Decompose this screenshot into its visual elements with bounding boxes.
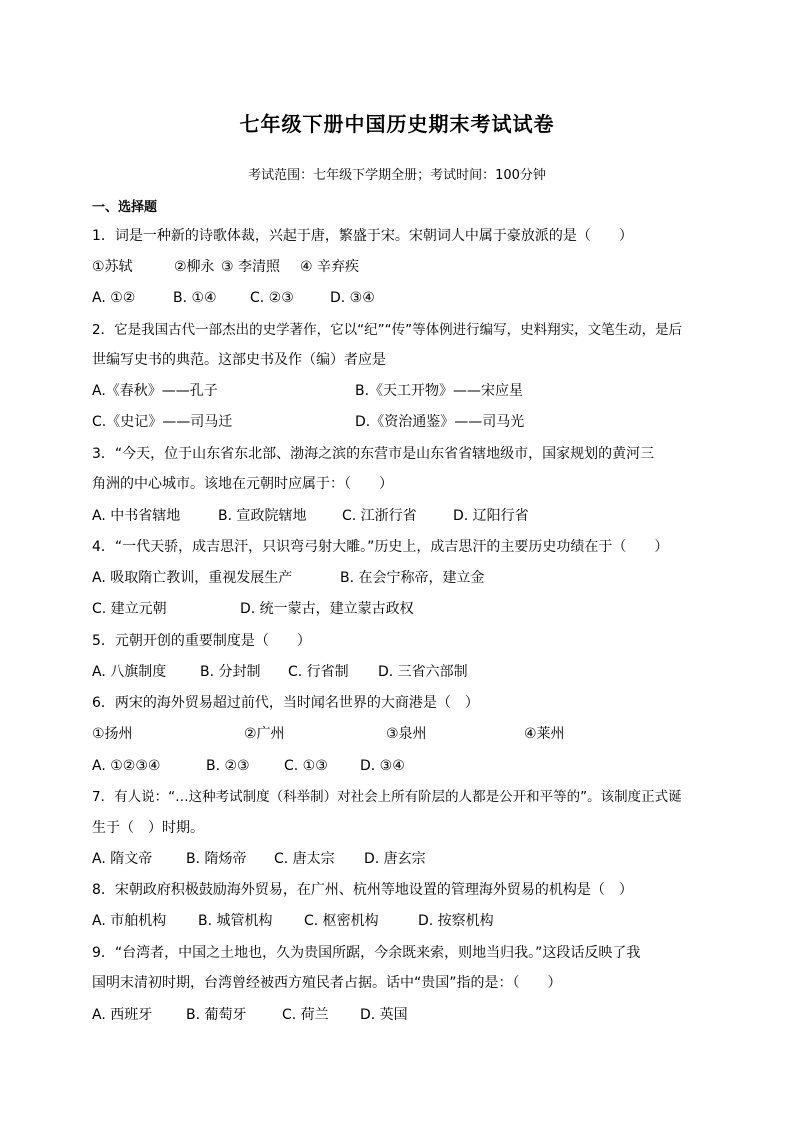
q4-option-a: A. 吸取隋亡教训，重视发展生产 (92, 570, 293, 586)
q9-option-b: B. 葡萄牙 (186, 1007, 247, 1023)
q8-option-a: A. 市舶机构 (92, 913, 167, 929)
q6-option-b: B. ②③ (206, 758, 250, 774)
q8-option-b: B. 城管机构 (198, 913, 273, 929)
q6-option-c: C. ①③ (284, 758, 328, 774)
q2-option-a: A.《春秋》——孔子 (92, 383, 218, 399)
q6-option-a: A. ①②③④ (92, 758, 161, 774)
q3-option-b: B. 宣政院辖地 (218, 508, 307, 524)
q9-option-d: D. 英国 (360, 1007, 408, 1023)
q1-option-d: D. ③④ (330, 290, 375, 306)
q6-item-1: ①扬州 (92, 726, 133, 742)
q1-item-2: ②柳永 (174, 259, 215, 275)
q2-option-b: B.《天工开物》——宋应星 (355, 383, 524, 399)
exam-info: 考试范围：七年级下学期全册；考试时间：100分钟 (248, 168, 546, 183)
question-9-stem: 9．“台湾者，中国之土地也，久为贵国所踞，今余既来索，则地当归我。”这段话反映了我 (92, 945, 641, 961)
q1-item-1: ①苏轼 (92, 259, 133, 275)
q1-option-a: A. ①② (92, 290, 136, 306)
q4-option-d: D. 统一蒙古，建立蒙古政权 (240, 601, 414, 617)
q7-option-c: C. 唐太宗 (274, 851, 335, 867)
question-3-stem-cont: 角洲的中心城市。该地在元朝时应属于：（ ） (92, 476, 393, 492)
q5-option-d: D. 三省六部制 (378, 664, 468, 680)
q7-option-b: B. 隋炀帝 (186, 851, 247, 867)
q4-option-c: C. 建立元朝 (92, 601, 167, 617)
q9-option-a: A. 西班牙 (92, 1007, 153, 1023)
question-6-stem: 6．两宋的海外贸易超过前代，当时闻名世界的大商港是（ ） (92, 695, 479, 711)
q6-item-2: ②广州 (244, 726, 285, 742)
question-9-stem-cont: 国明末清初时期，台湾曾经被西方殖民者占据。话中“贵国”指的是：（ ） (92, 975, 562, 991)
q3-option-d: D. 辽阳行省 (453, 508, 529, 524)
q1-item-4: ④ 辛弃疾 (300, 259, 360, 275)
q8-option-d: D. 按察机构 (418, 913, 494, 929)
question-3-stem: 3．“今天，位于山东省东北部、渤海之滨的东营市是山东省省辖地级市，国家规划的黄河三 (92, 446, 655, 462)
q9-option-c: C. 荷兰 (282, 1007, 329, 1023)
q5-option-a: A. 八旗制度 (92, 664, 167, 680)
question-2-stem-cont: 世编写史书的典范。这部史书及作（编）者应是 (92, 352, 386, 368)
question-7-stem-line1: 7．有人说：“…这种考试制度（科举制）对社会上所有阶层的人都是公开和平等的”。该制度正式诞 (92, 789, 682, 805)
q2-option-c: C.《史记》——司马迁 (92, 414, 233, 430)
question-2-stem: 2．它是我国古代一部杰出的史学著作，它以“纪”“传”等体例进行编写，史料翔实，文笔生动，是后 (92, 322, 683, 338)
question-8-stem: 8．宋朝政府积极鼓励海外贸易，在广州、杭州等地设置的管理海外贸易的机构是（ ） (92, 882, 633, 898)
q1-item-3: ③ 李清照 (221, 259, 281, 275)
question-1-stem: 1．词是一种新的诗歌体裁，兴起于唐，繁盛于宋。宋朝词人中属于豪放派的是（ ） (92, 228, 633, 244)
question-4-stem: 4．“一代天骄，成吉思汗，只识弯弓射大雕。”历史上，成吉思汗的主要历史功绩在于（ ） (92, 539, 669, 555)
question-7-stem-line2: 生于（ ）时期。 (92, 820, 204, 836)
q6-item-3: ③泉州 (386, 726, 427, 742)
q7-option-d: D. 唐玄宗 (364, 851, 426, 867)
q5-option-b: B. 分封制 (200, 664, 261, 680)
q2-option-d: D.《资治通鉴》——司马光 (355, 414, 525, 430)
q7-option-a: A. 隋文帝 (92, 851, 153, 867)
q3-option-a: A. 中书省辖地 (92, 508, 181, 524)
question-5-stem: 5．元朝开创的重要制度是（ ） (92, 633, 311, 649)
q1-option-b: B. ①④ (173, 290, 217, 306)
q4-option-b: B. 在会宁称帝，建立金 (340, 570, 485, 586)
q5-option-c: C. 行省制 (288, 664, 349, 680)
q8-option-c: C. 枢密机构 (304, 913, 379, 929)
q3-option-c: C. 江浙行省 (342, 508, 417, 524)
q1-option-c: C. ②③ (250, 290, 294, 306)
q6-option-d: D. ③④ (360, 758, 405, 774)
q6-item-4: ④莱州 (524, 726, 565, 742)
section-heading: 一、选择题 (92, 200, 158, 215)
page-title: 七年级下册中国历史期末考试试卷 (239, 112, 555, 136)
